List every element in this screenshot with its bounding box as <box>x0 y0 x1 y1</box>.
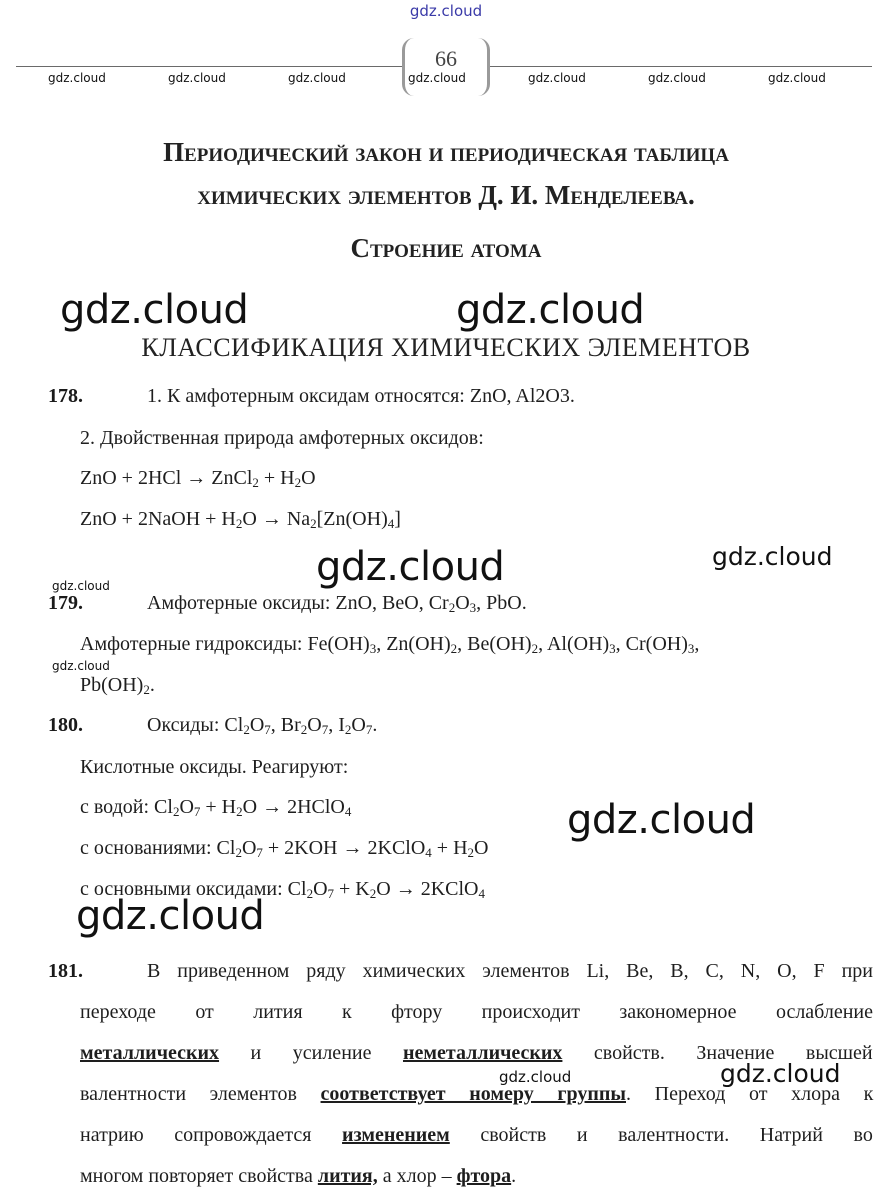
task-number: 181. <box>48 960 83 982</box>
task-text: Амфотерные гидроксиды: $Fe(OH)_3$, $Zn(OH)_2$, $Be(OH)_2$, $Al(OH)_3$, $Cr(OH)_3$, <box>80 633 700 656</box>
task-text: 1. К амфотерным оксидам относятся: ZnO, Al2O3. <box>147 385 575 407</box>
strip-watermark: gdz.cloud <box>768 71 826 85</box>
watermark: gdz.cloud <box>456 287 645 333</box>
task-text: Кислотные оксиды. Реагируют: <box>80 756 349 778</box>
watermark: gdz.cloud <box>316 544 505 590</box>
chapter-title-line2: химических элементов Д. И. Менделеева. <box>197 180 695 210</box>
watermark: gdz.cloud <box>52 579 110 593</box>
paragraph-line: натрию сопровождается изменением свойств и валентности. Натрий во <box>80 1124 873 1146</box>
strip-watermark: gdz.cloud <box>168 71 226 85</box>
task-number: 180. <box>48 714 83 736</box>
watermark: gdz.cloud <box>712 542 833 571</box>
watermark: gdz.cloud <box>567 797 756 843</box>
paragraph-line: В приведенном ряду химических элементов Li, Be, B, C, N, O, F при <box>147 960 873 982</box>
strip-watermark: gdz.cloud <box>528 71 586 85</box>
paragraph-line: валентности элементов соответствует номеру группы. Переход от хлора к <box>80 1083 874 1105</box>
equation: ZnO + 2HCl → ZnCl$_2$ + $H_2O$ <box>80 467 316 490</box>
task-text: $Pb(OH)_2$. <box>80 674 155 697</box>
watermark: gdz.cloud <box>52 659 110 673</box>
paragraph-line: многом повторяет свойства лития, а хлор – фтора. <box>80 1165 517 1187</box>
chapter-title-line1: Периодический закон и периодическая таблица <box>163 137 729 167</box>
task-text: Амфотерные оксиды: ZnO, BeO, $Cr_2O_3$, PbO. <box>147 592 527 615</box>
equation: с основаниями: $Cl_2O_7 + 2KOH$ → 2KClO$_4$ + $H_2O$ <box>80 837 489 860</box>
task-text: Оксиды: $Cl_2O_7$, $Br_2O_7$, $I_2O_7$. <box>147 714 378 737</box>
paragraph-line: металлических и усиление неметаллических свойств. Значение высшей <box>80 1042 873 1064</box>
top-watermark: gdz.cloud <box>409 2 483 20</box>
section-title: КЛАССИФИКАЦИЯ ХИМИЧЕСКИХ ЭЛЕМЕНТОВ <box>141 333 751 362</box>
watermark: gdz.cloud <box>720 1059 841 1088</box>
paragraph-line: переходе от лития к фтору происходит закономерное ослабление <box>80 1001 873 1023</box>
strip-watermark: gdz.cloud <box>288 71 346 85</box>
strip-watermark: gdz.cloud <box>648 71 706 85</box>
equation: с водой: $Cl_2O_7 + H_2O$ → 2HClO$_4$ <box>80 796 352 819</box>
task-number: 178. <box>48 385 83 407</box>
task-number: 179. <box>48 592 83 614</box>
strip-watermark: gdz.cloud <box>48 71 106 85</box>
equation: с основными оксидами: $Cl_2O_7 + K_2O$ → 2KClO$_4$ <box>80 878 485 901</box>
watermark: gdz.cloud <box>499 1068 572 1086</box>
task-text: 2. Двойственная природа амфотерных оксидов: <box>80 427 484 449</box>
watermark: gdz.cloud <box>76 893 265 939</box>
page-number: 66 <box>435 46 457 71</box>
chapter-subtitle: Строение атома <box>350 233 542 263</box>
strip-watermark: gdz.cloud <box>408 71 466 85</box>
watermark: gdz.cloud <box>60 287 249 333</box>
equation: ZnO + 2NaOH + $H_2O \to Na_2[Zn(OH)_4]$ <box>80 508 401 531</box>
